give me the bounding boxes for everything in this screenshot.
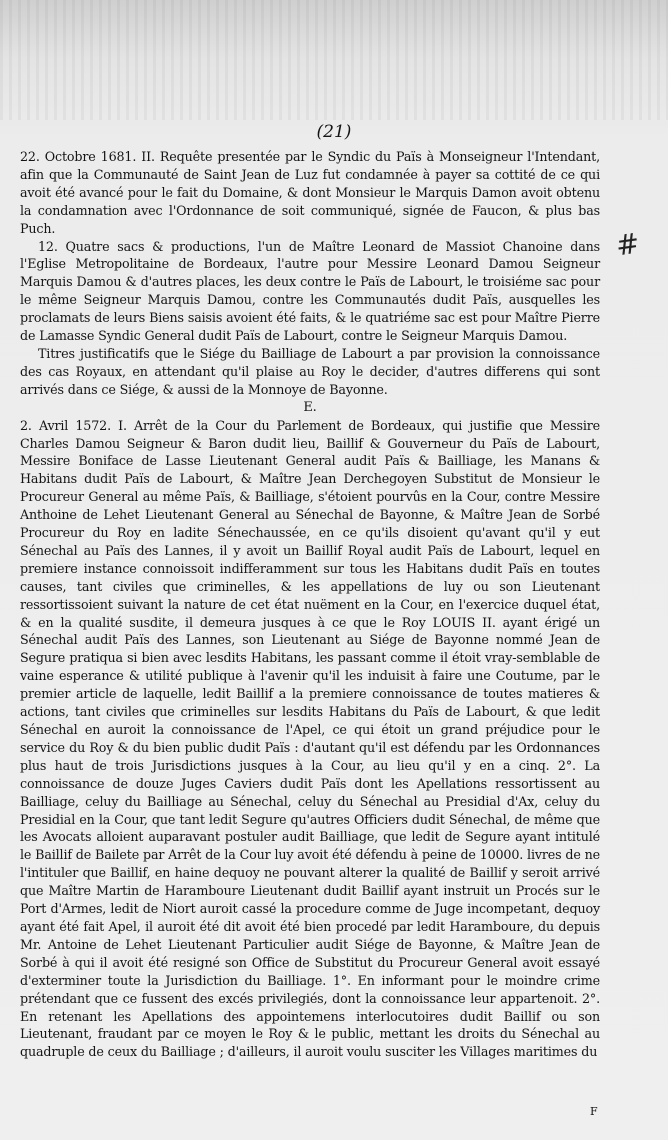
catchword: F — [590, 1105, 598, 1118]
paragraph-item-11: 22. Octobre 1681. II. Requête presentée par le Syndic du Païs à Monseigneur l'Intendant, afin que la Communauté de Saint Jean de Luz fut condamnée à payer sa cottité de ce qui avoit été avancé pour le fait du Domaine, & dont Monsieur le Marquis Damon avoit obtenu la condamnation avec l'Ordonnance de soit communiqué, signée de Faucon, & plus bas Puch. — [20, 149, 600, 236]
text-body — [20, 148, 600, 1061]
page-number: (21) — [316, 122, 352, 142]
paragraph-item-12: 12. Quatre sacs & productions, l'un de Maître Leonard de Massiot Chanoine dans l'Eglise Metropolitaine de Bordeaux, l'autre pour Messire Leonard Damou Seigneur Marquis Damou & d'autres places, les deux contre le Païs de Labourt, le troisiéme sac pour le même Seigneur Marquis Damou, contre les Communautés dudit Païs, ausquelles les proclamats de leurs Biens saisis avoient été faits, & le quatriéme sac est pour Maître Pierre de Lamasse Syndic General dudit Païs de Labourt, contre le Seigneur Marquis Damou. — [20, 238, 600, 344]
section-heading: E. — [303, 399, 317, 415]
margin-mark: # — [613, 226, 642, 263]
paragraph-arret-1572: 2. Avril 1572. I. Arrêt de la Cour du Parlement de Bordeaux, qui justifie que Messire Charles Damou Seigneur & Baron dudit lieu, Baillif & Gouverneur du Païs de Labourt, Messire Boniface de Lasse Lieutenant General audit Païs & Bailliage, les Manans & Habitans dudit Païs de Labourt, & Maître Jean Derchegoyen Substitut de Monsieur le Procureur General au même Païs, & Bailliage, s'étoient pourvûs en la Cour, contre Messire Anthoine de Lehet Lieutenant General au Sénechal de Bayonne, & Maître Jean de Sorbé Procureur du Roy en ladite Sénechaussée, en ce qu'ils disoient qu'avant qu'il y eut Sénechal au Païs des Lannes, il y avoit un Baillif Royal audit Païs de Labourt, lequel en premiere instance connoissoit indifferamment sur tous les Habitans dudit Païs en toutes causes, tant civiles que criminelles, & les appellations de luy ou son Lieutenant ressortissoient suivant la nature de cet état nuëment en la Cour, en l'exercice duquel état, & en la qualité susdite, il demeura jusques à ce que le Roy LOUIS II. ayant érigé un Sénechal audit Païs des Lannes, son Lieutenant au Siége de Bayonne nommé Jean de Segure pratiqua si bien avec lesdits Habitans, les passant comme il étoit vray-semblable de vaine esperance & utilité publique à l'avenir qu'il les induisit à faire une Coutume, par le premier article de laquelle, ledit Baillif a la premiere connoissance de toutes matieres & actions, tant civiles que criminelles sur lesdits Habitans du Païs de Labourt, & que ledit Sénechal en auroit la connoissance de l'Apel, ce qui étoit un grand préjudice pour le service du Roy & du bien public dudit Païs : d'autant qu'il est défendu par les Ordonnances plus haut de trois Jurisdictions jusques à la Cour, au lieu qu'il y en a cinq. 2°. La connoissance de douze Juges Caviers dudit Païs dont les Apellations ressortissent au Bailliage, celuy du Bailliage au Sénechal, celuy du Sénechal au Presidial d'Ax, celuy du Presidial en la Cour, que tant ledit Segure qu'autres Officiers dudit Sénechal, de même que les Avocats alloient auparavant postuler audit Bailliage, que ledit de Segure ayant intitulé le Baillif de Bailete par Arrêt de la Cour luy avoit été défendu à peine de 10000. livres de ne l'intituler que Baillif, en haine dequoy ne pouvant alterer la qualité de Baillif y seroit arrivé que Maître Martin de Haramboure Lieutenant dudit Baillif ayant instruit un Procés sur le Port d'Armes, ledit de Niort auroit cassé la procedure comme de Juge incompetant, dequoy ayant été fait Apel, il auroit été dit avoit été bien procedé par ledit Haramboure, du depuis Mr. Antoine de Lehet Lieutenant Particulier audit Siége de Bayonne, & Maître Jean de Sorbé à qui il avoit été resigné son Office de Substitut du Procureur General avoit essayé d'exterminer toute la Jurisdiction du Bailliage. 1°. En informant pour le moindre crime prétendant que ce fussent des excés privilegiés, dont la connoissance leur appartenoit. 2°. En retenant les Apellations des appointemens interlocutoires dudit Baillif ou son Lieutenant, fraudant par ce moyen le Roy & le public, mettant les droits du Sénechal au quadruple de ceux du Bailliage ; d'ailleurs, il auroit voulu susciter les Villages maritimes du — [20, 417, 600, 1060]
show-through-texture — [0, 0, 668, 120]
paragraph-titles: Titres justificatifs que le Siége du Bailliage de Labourt a par provision la connoissance des cas Royaux, en attendant qu'il plaise au Roy le decider, d'autres differens qui sont arrivés dans ce Siége, & aussi de la Monnoye de Bayonne. — [20, 345, 600, 397]
